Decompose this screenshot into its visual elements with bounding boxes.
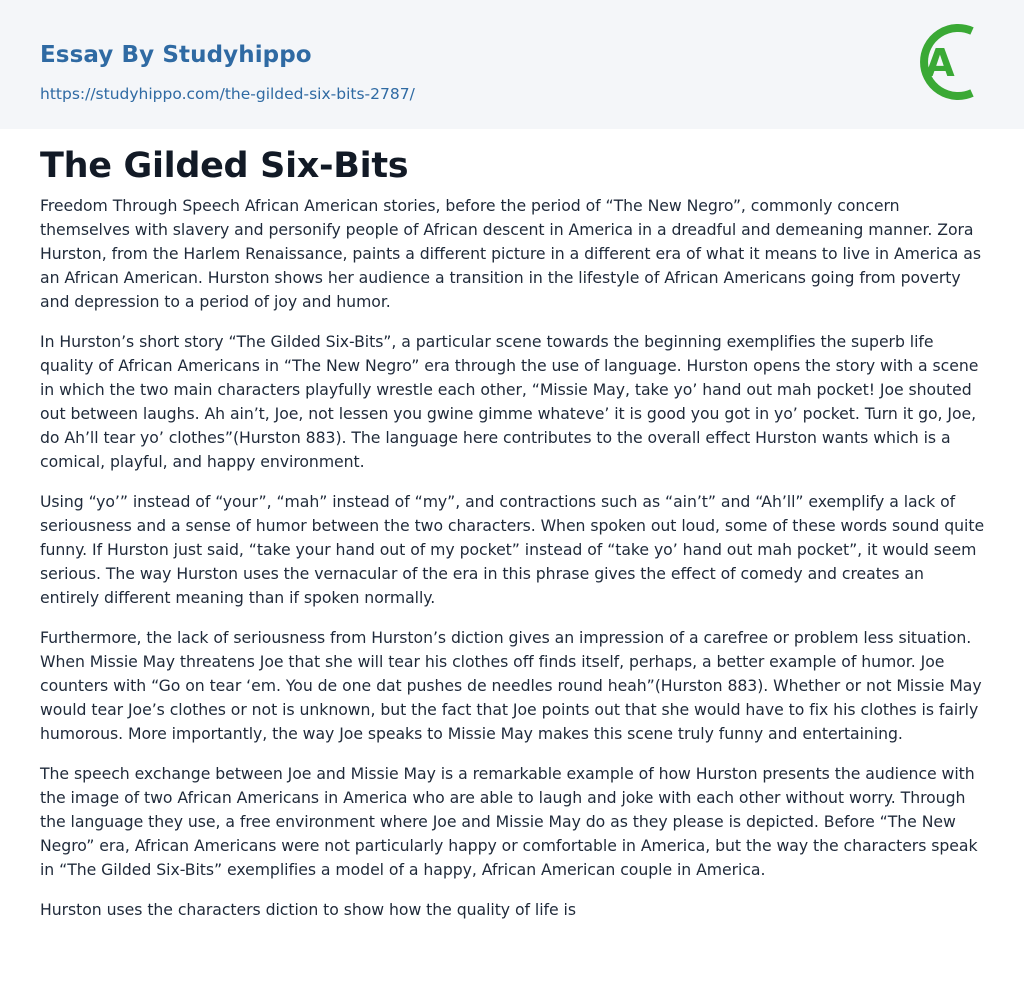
essay-paragraph: The speech exchange between Joe and Missie May is a remarkable example of how Hurston presents the audience with the image of two African Americans in America who are able to laugh and joke with each other without worry. Through the language they use, a free environment where Joe and Missie May do as they please is depicted. Before “The New Negro” era, African Americans were not particularly happy or comfortable in America, but the way the characters speak in “The Gilded Six-Bits” exemplifies a model of a happy, African American couple in America. <box>40 764 978 879</box>
essay-body <box>40 194 986 938</box>
essay-title: The Gilded Six-Bits <box>40 146 409 186</box>
brand-title: Essay By Studyhippo <box>40 42 312 68</box>
essay-paragraph: Hurston uses the characters diction to show how the quality of life is <box>40 900 576 919</box>
essay-paragraph: Freedom Through Speech African American stories, before the period of “The New Negro”, commonly concern themselves with slavery and personify people of African descent in America in a dreadful and demeaning manner. Zora Hurston, from the Harlem Renaissance, paints a different picture in a different era of what it means to live in America as an African American. Hurston shows her audience a transition in the lifestyle of African Americans going from poverty and depression to a period of joy and humor. <box>40 196 981 311</box>
source-url-link[interactable]: https://studyhippo.com/the-gilded-six-bits-2787/ <box>40 85 415 103</box>
logo-letter: A <box>925 41 955 85</box>
essay-paragraph: In Hurston’s short story “The Gilded Six-Bits”, a particular scene towards the beginning exemplifies the superb life quality of African Americans in “The New Negro” era through the use of language. Hurston opens the story with a scene in which the two main characters playfully wrestle each other, “Missie May, take yo’ hand out mah pocket! Joe shouted out between laughs. Ah ain’t, Joe, not lessen you gwine gimme whateve’ it is good you got in yo’ pocket. Turn it go, Joe, do Ah’ll tear yo’ clothes”(Hurston 883). The language here contributes to the overall effect Hurston wants which is a comical, playful, and happy environment. <box>40 332 979 471</box>
essay-paragraph: Furthermore, the lack of seriousness from Hurston’s diction gives an impression of a carefree or problem less situation. When Missie May threatens Joe that she will tear his clothes off finds itself, perhaps, a better example of humor. Joe counters with “Go on tear ‘em. You de one dat pushes de needles round heah”(Hurston 883). Whether or not Missie May would tear Joe’s clothes or not is unknown, but the fact that Joe points out that she would have to fix his clothes is fairly humorous. More importantly, the way Joe speaks to Missie May makes this scene truly funny and entertaining. <box>40 628 982 743</box>
studyhippo-logo-icon[interactable] <box>912 19 986 105</box>
essay-paragraph: Using “yo’” instead of “your”, “mah” instead of “my”, and contractions such as “ain’t” and “Ah’ll” exemplify a lack of seriousness and a sense of humor between the two characters. When spoken out loud, some of these words sound quite funny. If Hurston just said, “take your hand out of my pocket” instead of “take yo’ hand out mah pocket”, it would seem serious. The way Hurston uses the vernacular of the era in this phrase gives the effect of comedy and creates an entirely different meaning than if spoken normally. <box>40 492 985 607</box>
